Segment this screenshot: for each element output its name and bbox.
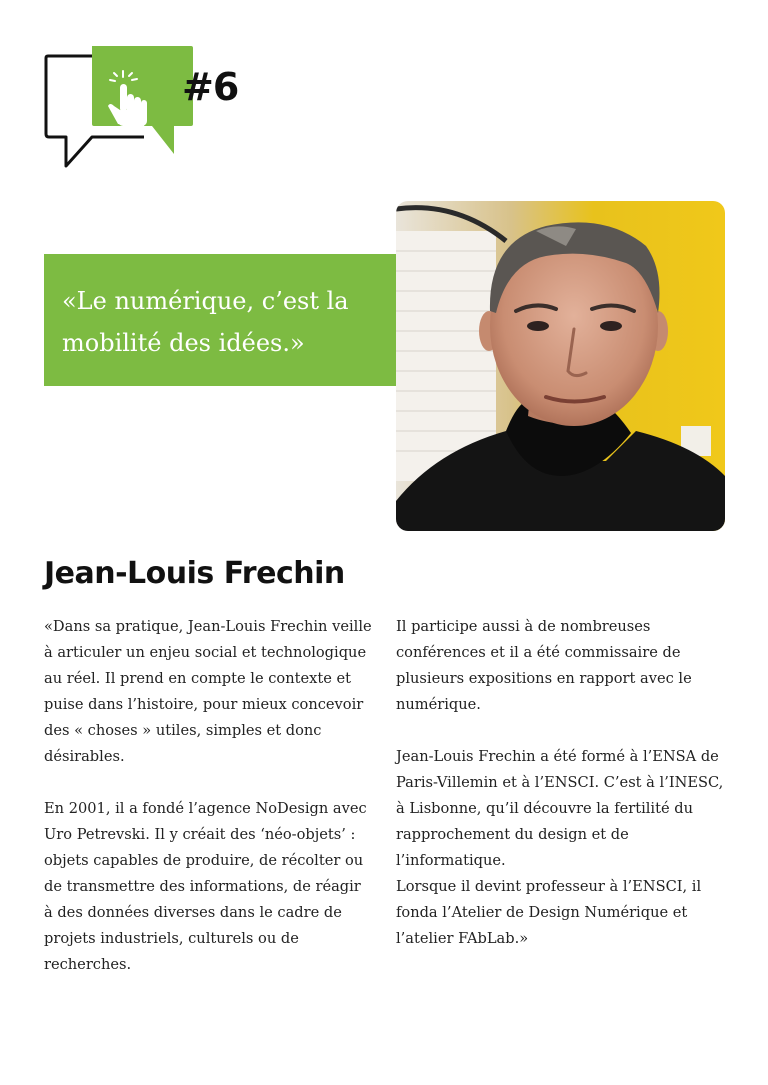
issue-number: #6 bbox=[182, 65, 239, 109]
quote-line-2: mobilité des idées.» bbox=[62, 329, 305, 357]
paragraph-nodesign: En 2001, il a fondé l’agence NoDesign avec Uro Petrevski. Il y créait des ‘néo-objets’ : objets capables de produire, de récolter ou de transmettre des informations, de réagir à des données diverses dans le cadre de projets industriels, culturels ou de recherches. bbox=[44, 800, 367, 973]
touch-hand-speech-bubble-icon bbox=[44, 44, 204, 174]
quote-text bbox=[62, 280, 394, 364]
quote-bubble bbox=[44, 254, 406, 386]
body-column-right bbox=[396, 614, 726, 978]
person-name: Jean-Louis Frechin bbox=[44, 556, 345, 591]
paragraph-education: Jean-Louis Frechin a été formé à l’ENSA de Paris-Villemin et à l’ENSCI. C’est à l’INESC, à Lisbonne, qu’il découvre la fertilité du rapprochement du design et de l’informatique. bbox=[396, 748, 724, 869]
paragraph-conferences: Il participe aussi à de nombreuses conférences et il a été commissaire de plusieurs expositions en rapport avec le numérique. bbox=[396, 618, 692, 713]
paragraph-practice: «Dans sa pratique, Jean-Louis Frechin veille à articuler un enjeu social et technologique au réel. Il prend en compte le contexte et puise dans l’histoire, pour mieux concevoir des « choses » utiles, simples et donc désirables. bbox=[44, 618, 372, 765]
body-column-left bbox=[44, 614, 374, 1004]
paragraph-professor: Lorsque il devint professeur à l’ENSCI, il fonda l’Atelier de Design Numérique et l’atelier FAbLab.» bbox=[396, 878, 702, 947]
quote-line-1: «Le numérique, c’est la bbox=[62, 287, 349, 315]
portrait-photo bbox=[396, 201, 725, 531]
